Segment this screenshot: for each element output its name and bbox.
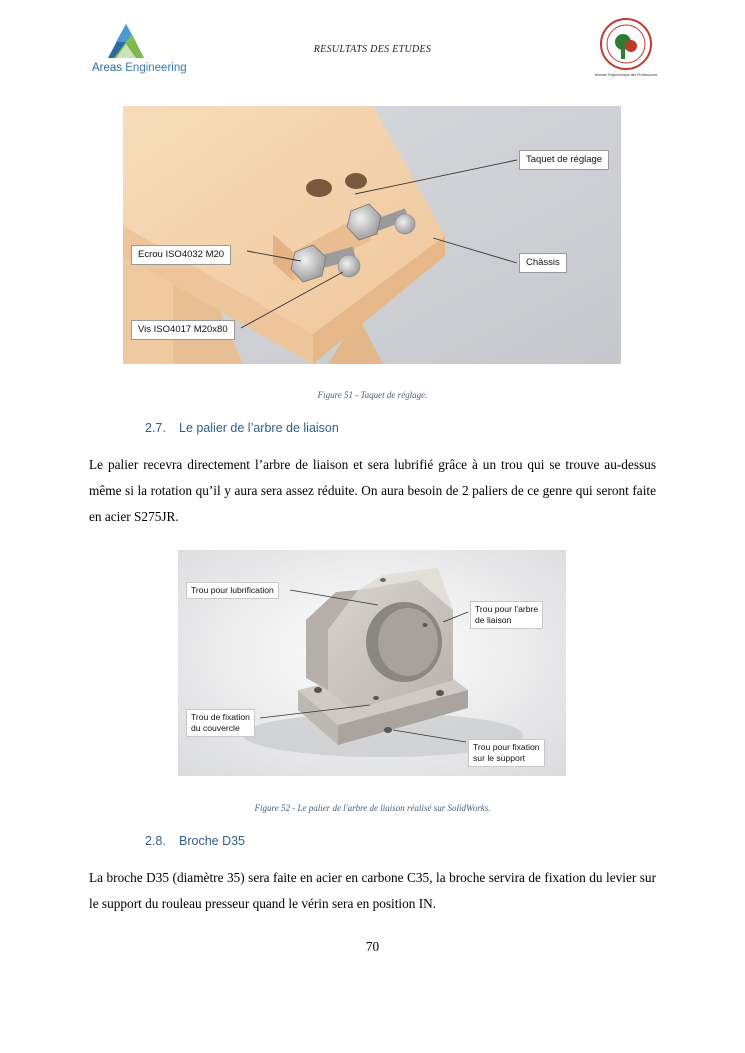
section-2-7-paragraph: Le palier recevra directement l’arbre de liaison et sera lubrifié grâce à un trou qui se trouve au-dessus même si la rotation qu’il y aura sera assez réduite. On aura besoin de 2 paliers de ce genre qui seront faite en acier S275JR. [89,457,656,524]
figure-52-image [178,550,566,776]
seal-caption-text: Nationale Polytechnique des Professionnels [595,73,657,77]
section-2-8-paragraph: La broche D35 (diamètre 35) sera faite en acier en carbone C35, la broche servira de fixation du levier sur le support du rouleau presseur quand le vérin sera en position IN. [89,870,656,911]
page-number: 70 [365,939,380,954]
section-title: Broche D35 [179,834,246,848]
callout-trou-support: Trou pour fixation sur le support [468,739,545,767]
figure-51-image [123,106,621,364]
section-number: 2.7. [145,421,166,435]
callout-trou-lubrification: Trou pour lubrification [186,582,279,599]
section-2-8-heading [145,834,245,848]
callout-trou-couvercle: Trou de fixation du couvercle [186,709,255,737]
callout-trou-arbre: Trou pour l’arbre de liaison [470,601,543,629]
section-2-7-heading [145,421,339,435]
section-title: Le palier de l’arbre de liaison [179,421,339,435]
running-header: RESULTATS DES ETUDES [313,44,432,55]
callout-taquet-de-reglage: Taquet de réglage [519,150,609,170]
figure-52-caption: Figure 52 - Le palier de l'arbre de liaison réalisé sur SolidWorks. [254,803,491,813]
figure-51-caption: Figure 51 - Taquet de réglage. [317,390,428,400]
institution-seal-logo [595,16,657,78]
callout-vis: Vis ISO4017 M20x80 [131,320,235,340]
callout-chassis: Châssis [519,253,567,273]
logo-wordmark: Areas Engineering [92,62,187,74]
section-number: 2.8. [145,834,166,848]
callout-ecrou: Ecrou ISO4032 M20 [131,245,231,265]
